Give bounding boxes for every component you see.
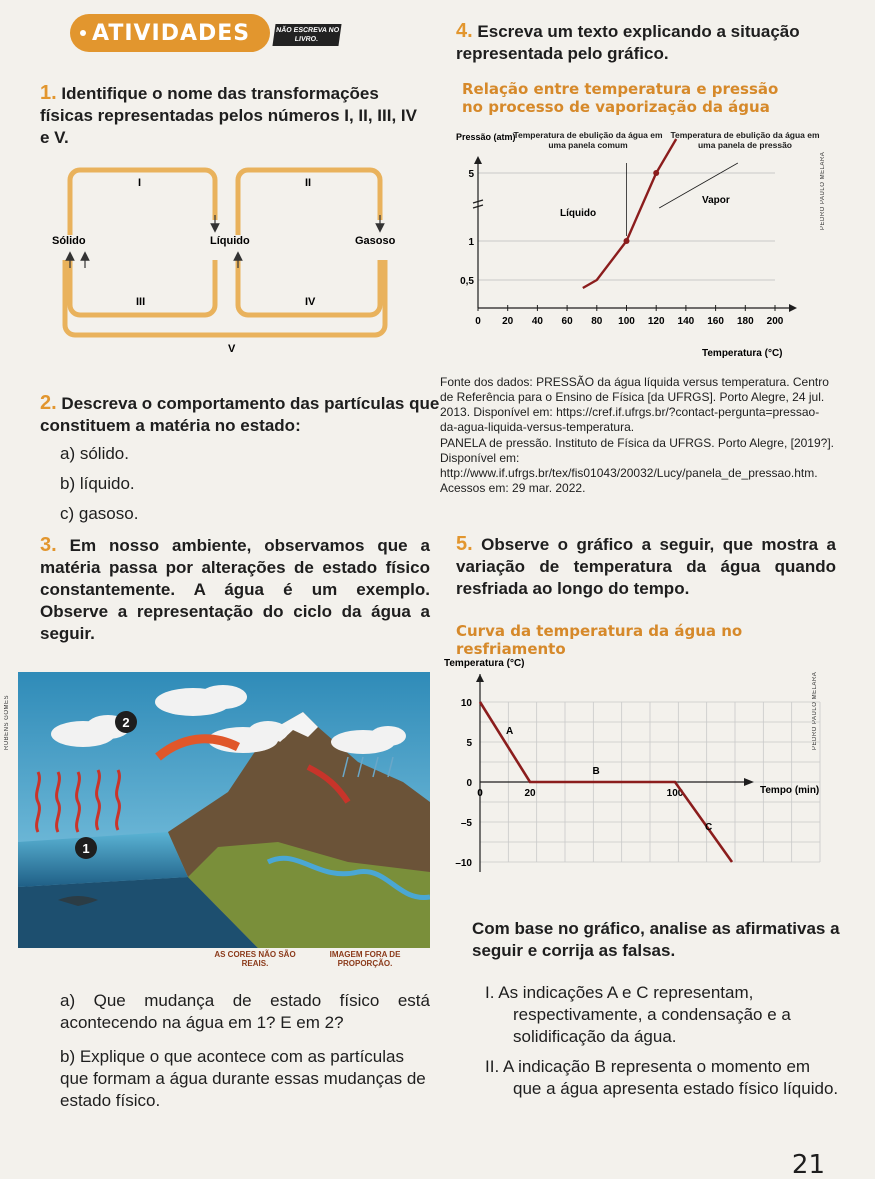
q2-text: Descreva o comportamento das partículas que constituem a matéria no estado: (40, 394, 440, 435)
chart1-marker (624, 238, 630, 244)
chart2-ytick-label: –10 (455, 858, 472, 869)
roman-v: V (228, 343, 236, 355)
chart2-x-arrow (744, 778, 754, 786)
question-1 (40, 82, 430, 149)
state-change-diagram (40, 160, 435, 355)
chart2-y-arrow (476, 674, 484, 682)
header-title: ATIVIDADES (92, 20, 251, 46)
q5-statement-1: I. As indicações A e C representam, respectivamente, a condensação e a solidificação da água. (485, 983, 791, 1046)
notice-colors: AS CORES NÃO SÃO REAIS. (214, 950, 296, 968)
chart1-xlabel: Temperatura (°C) (702, 348, 783, 359)
chart2-ytick-label: 5 (466, 738, 472, 749)
state-gas: Gasoso (355, 235, 396, 247)
chart2-credit: PEDRO PAULO MELARA (812, 671, 818, 750)
q3-text: Em nosso ambiente, observamos que a matéria passa por alterações de estado físico constantemente. A água é um exemplo. Observe a representação do ciclo da água a seguir. (40, 536, 430, 643)
chart2-ytick-label: 0 (466, 778, 472, 789)
q4-text: Escreva um texto explicando a situação representada pelo gráfico. (456, 22, 800, 63)
chart1-title: Relação entre temperatura e pressão no processo de vaporização da água (462, 80, 779, 116)
chart1-liquid-label: Líquido (560, 208, 597, 219)
chart2-xtick-label: 0 (477, 788, 483, 799)
chart1-legend1-wrap (508, 130, 668, 156)
q3-b-text: b) Explique o que acontece com as partículas que formam a água durante essas mudanças de estado físico. (60, 1047, 426, 1110)
question-4 (456, 20, 846, 65)
q5-text: Observe o gráfico a seguir, que mostra a variação de temperatura da água quando resfriada ao longo do tempo. (456, 535, 836, 598)
roman-ii: II (305, 177, 312, 189)
chart1-xtick-label: 160 (707, 316, 724, 327)
q1-number: 1. (40, 82, 57, 104)
notice-scale: IMAGEM FORA DE PROPORÇÃO. (329, 950, 401, 968)
roman-iv: IV (305, 296, 316, 308)
chart1-y-arrow (474, 156, 482, 164)
question-5 (456, 533, 836, 600)
q5-after: Com base no gráfico, analise as afirmativas a seguir e corrija as falsas. (472, 919, 840, 960)
cooling-curve-chart (440, 652, 830, 912)
label-2: 2 (122, 715, 130, 730)
chart1-ytick-label: 5 (468, 169, 474, 180)
chart1-xtick-label: 0 (475, 316, 481, 327)
q3-a-text: a) Que mudança de estado físico está acontecendo na água em 1? E em 2? (60, 991, 430, 1032)
q5-statements (485, 982, 840, 1100)
chart2-title: Curva da temperatura da água no resfriamento (456, 622, 743, 658)
label-1: 1 (82, 841, 90, 856)
q3-item-a (60, 990, 430, 1034)
chart2-xtick-label: 100 (666, 788, 684, 799)
q3-item-b (60, 1046, 430, 1112)
chart1-xtick-label: 20 (502, 316, 514, 327)
chart2-ytick-label: 10 (460, 698, 472, 709)
q3-number: 3. (40, 534, 57, 556)
chart1-ytick-label: 1 (468, 237, 474, 248)
header-dot (80, 30, 86, 36)
q5-after-text (472, 918, 842, 962)
chart2-ylabel: Temperatura (°C) (444, 658, 525, 669)
q5-number: 5. (456, 533, 473, 555)
chart1-xtick-label: 200 (766, 316, 784, 327)
chart2-xlabel: Tempo (min) (760, 785, 820, 796)
state-solid: Sólido (52, 235, 86, 247)
question-2 (40, 392, 440, 525)
chart1-xtick-label: 100 (618, 316, 635, 327)
chart2-xtick-label: 20 (524, 788, 536, 799)
page-number: 21 (791, 1150, 825, 1179)
chart1-legend2-wrap (665, 130, 825, 156)
q2-item-b: b) líquido. (60, 474, 135, 493)
chart1-ytick-label: 0,5 (460, 276, 474, 287)
chart2-point-label-b: B (592, 766, 600, 777)
section-header (70, 14, 270, 52)
q2-item-c: c) gasoso. (60, 504, 139, 523)
chart1-legend2: Temperatura de ebulição da água em uma panela de pressão (670, 130, 820, 150)
illustration-credit: RUBENS GOMES (4, 694, 10, 750)
source-2: PANELA de pressão. Instituto de Física da UFRGS. Porto Alegre, [2019?]. Disponível em: http://www.if.ufrgs.br/tex/fis01043/20032/Lucy/panela_de_pressao.htm. Acessos em: 29 mar. 2022. (440, 436, 834, 495)
chart1-xtick-label: 180 (736, 316, 754, 327)
water-cycle-illustration (18, 672, 430, 948)
chart2-point-label-a: A (506, 726, 514, 737)
q5-statement-2: II. A indicação B representa o momento em que a água apresenta estado físico líquido. (485, 1057, 839, 1098)
chart1-source (440, 375, 835, 496)
q2-number: 2. (40, 392, 57, 414)
q4-number: 4. (456, 20, 473, 42)
chart1-x-arrow (789, 304, 797, 312)
chart1-xtick-label: 120 (647, 316, 665, 327)
chart1-ylabel: Pressão (atm) (456, 132, 516, 142)
q2-item-a: a) sólido. (60, 444, 129, 463)
chart1-credit: PEDRO PAULO MELARA (820, 151, 826, 230)
state-liquid: Líquido (210, 235, 250, 247)
no-write-badge: NÃO ESCREVA NO LIVRO. (272, 24, 341, 46)
source-1: Fonte dos dados: PRESSÃO da água líquida versus temperatura. Centro de Referência para o Ensino de Física [da UFRGS]. Porto Alegre, 24 jul. 2013. Disponível em: https://cref.if.ufrgs.br/?contact-pergunta=pressao-da-agua-liquida-versus-temperatura. (440, 375, 829, 434)
question-3 (40, 534, 430, 645)
q1-text: Identifique o nome das transformações físicas representadas pelos números I, II, III, IV e V. (40, 84, 417, 147)
chart1-marker (653, 170, 659, 176)
chart1-xtick-label: 140 (677, 316, 695, 327)
chart1-xtick-label: 60 (561, 316, 573, 327)
pressure-temperature-chart (440, 128, 830, 368)
chart1-legend1: Temperatura de ebulição da água em uma panela comum (513, 130, 663, 150)
chart2-ytick-label: –5 (460, 818, 472, 829)
roman-iii: III (136, 296, 146, 308)
chart1-vaporization-line (583, 139, 676, 288)
chart2-point-label-c: C (705, 822, 713, 833)
chart1-vapor-label: Vapor (702, 195, 730, 206)
chart1-xtick-label: 80 (591, 316, 603, 327)
roman-i: I (138, 177, 142, 189)
chart1-xtick-label: 40 (531, 316, 543, 327)
